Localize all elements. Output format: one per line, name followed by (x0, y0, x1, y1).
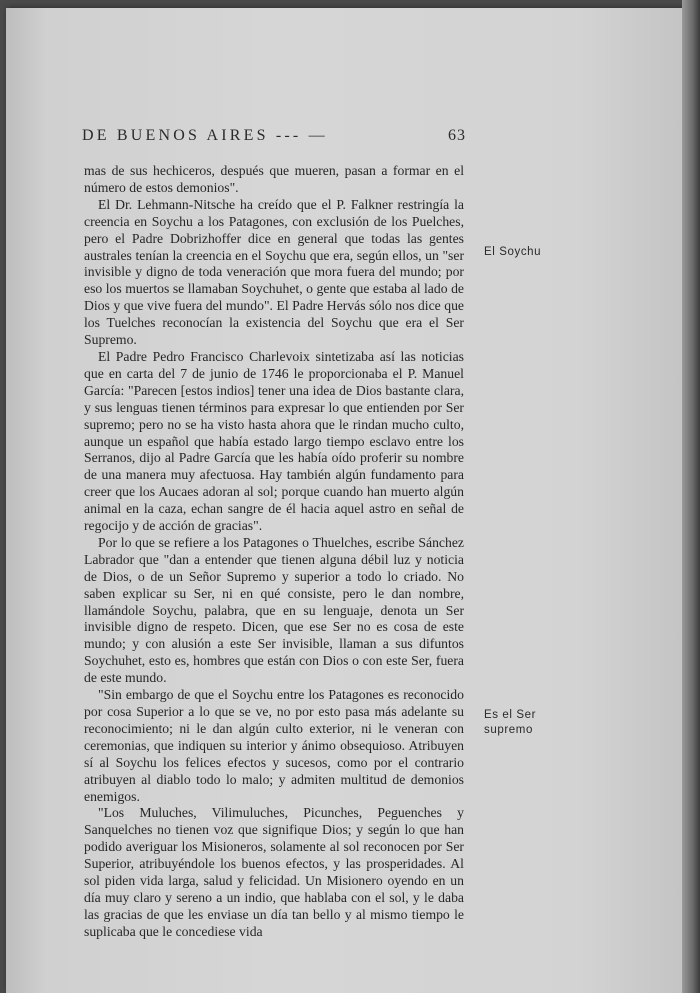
paragraph: Por lo que se refiere a los Patagones o Thuelches, escribe Sánchez Labrador que "dan a entender que tienen alguna débil luz y noticia de Dios, o de un Señor Supremo y superior a todo lo criado. No saben explicar su Ser, ni en qué consiste, pero le dan nombre, llamándole Soychu, palabra, que en su lenguaje, denota un Ser invisible digno de respeto. Dicen, que ese Ser no es cosa de este mundo; y con alusión a este Ser invisible, llaman a sus difuntos Soychuhet, esto es, hombres que están con Dios o con este Ser, fuera de este mundo. (84, 534, 464, 686)
page-number: 63 (448, 127, 466, 144)
running-header (82, 127, 466, 145)
book-edge (682, 0, 700, 993)
margin-note-soychu: El Soychu (484, 246, 542, 258)
paragraph: "Los Muluches, Vilimuluches, Picunches, Peguenches y Sanquelches no tienen voz que signifique Dios; y según lo que han podido averiguar los Misioneros, solamente al sol reconocen por Ser Superior, atribuyéndole los buenos efectos, y las prosperidades. Al sol piden vida larga, salud y felicidad. Un Misionero oyendo en un día muy claro y sereno a un indio, que hablaba con el sol, y le daba las gracias de que les enviase un día tan bello y al mismo tiempo le suplicaba que le concediese vida (84, 805, 464, 939)
paragraph: mas de sus hechiceros, después que mueren, pasan a formar en el número de estos demonios". (84, 163, 464, 195)
book-page (6, 8, 682, 993)
paragraph: "Sin embargo de que el Soychu entre los Patagones es reconocido por cosa Superior a lo que se ve, no por esto pasa más adelante su reconocimiento; ni le dan algún culto exterior, ni le veneran con ceremonias, que indiquen su interior y ánimo obsequioso. Atribuyen sí al Soychu los felices efectos y sucesos, como por el contrario atribuyen al diablo todo lo malo; y admiten multitud de demonios enemigos. (84, 687, 464, 804)
body-text (84, 163, 464, 941)
running-title: DE BUENOS AIRES --- — (82, 127, 328, 144)
paragraph: El Padre Pedro Francisco Charlevoix sintetizaba así las noticias que en carta del 7 de junio de 1746 le proporcionaba el P. Manuel García: "Parecen [estos indios] tener una idea de Dios bastante clara, y sus lenguas tienen términos para expresar lo que entienden por Ser supremo; pero no se ha visto hasta ahora que le rindan mucho culto, aunque un español que había estado largo tiempo esclavo entre los Serranos, dijo al Padre García que les había oído proferir su nombre de una manera muy afectuosa. Hay también algún fundamento para creer que los Aucaes adoran al sol; porque cuando han muerto algún animal en la caza, echan sangre de él hacia aquel astro en señal de regocijo y de acción de gracias". (84, 348, 464, 534)
margin-note-supremo: Es el Ser supremo (484, 709, 537, 736)
paragraph: El Dr. Lehmann-Nitsche ha creído que el P. Falkner restringía la creencia en Soychu a los Patagones, con exclusión de los Puelches, pero el Padre Dobrizhoffer dice en general que todas las gentes australes tenían la creencia en el Soychu que era, según ellos, un "ser invisible y digno de toda veneración que mora fuera del mundo; por eso los muertos se llamaban Soychuhet, o gente que estaba al lado de Dios y que vive fuera del mundo". El Padre Hervás sólo nos dice que los Tuelches reconocían la existencia del Soychu que era el Ser Supremo. (84, 196, 464, 348)
